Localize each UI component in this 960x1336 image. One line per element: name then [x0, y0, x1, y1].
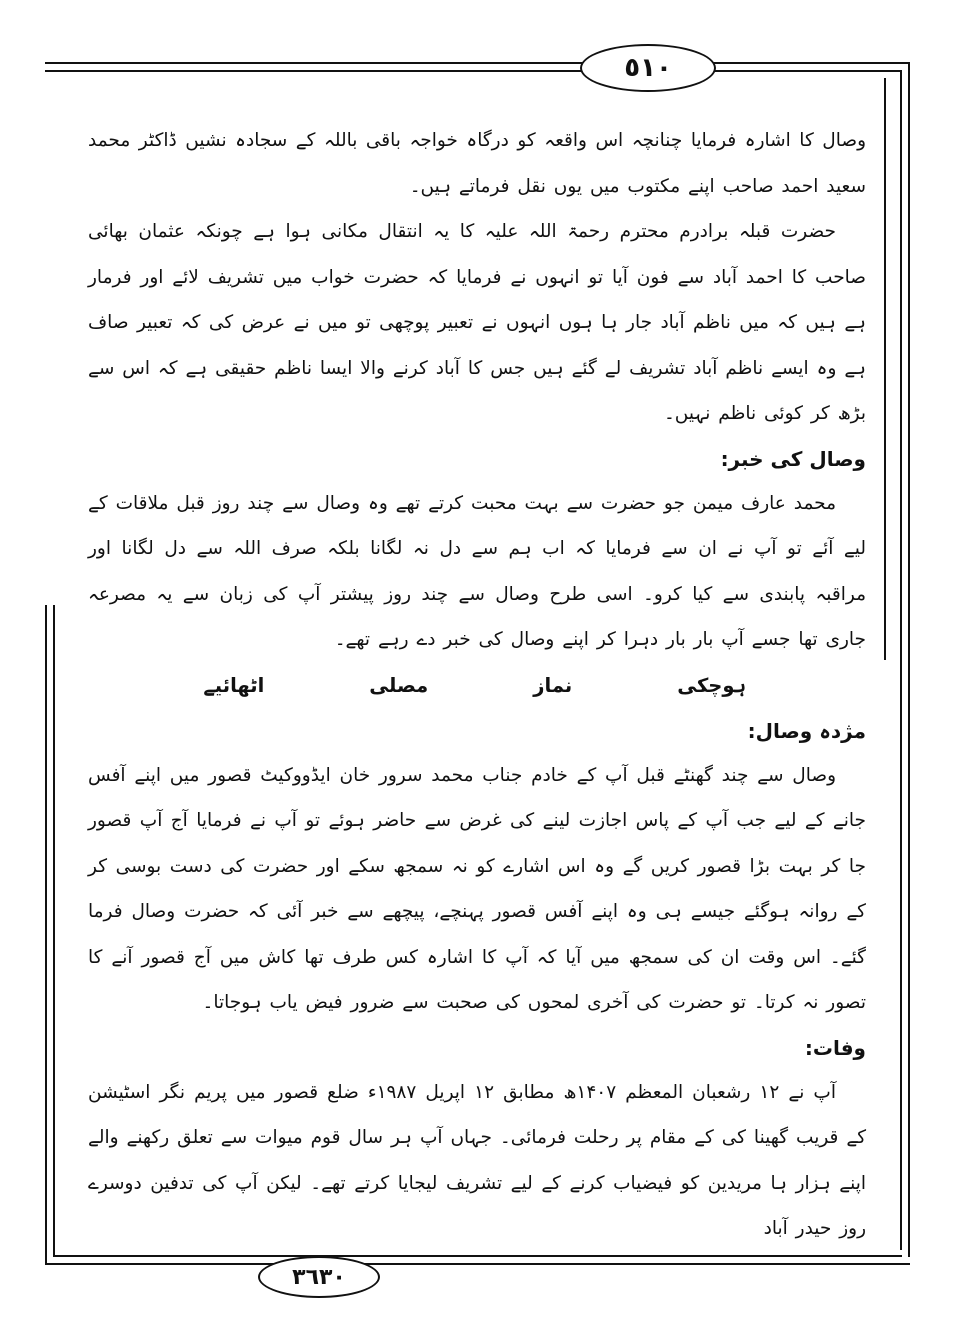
frame-top-line-2 [45, 70, 902, 72]
frame-left-line-2 [53, 605, 55, 1257]
frame-right-inner-line [884, 78, 886, 660]
page-body [88, 118, 866, 1252]
frame-bottom-line-1 [45, 1263, 910, 1265]
frame-left-line-1 [45, 605, 47, 1265]
heading-wafat: وفات: [804, 1035, 866, 1060]
frame-right-line-1 [908, 62, 910, 1257]
verse-word: مصلی [369, 673, 429, 697]
frame-top-line-1 [45, 62, 910, 64]
paragraph-4: وصال سے چند گھنٹے قبل آپ کے خادم جناب محمد سرور خان ایڈووکیٹ قصور میں اپنے آفس جانے کے لیے جب آپ کے پاس اجازت لینے کی غرض سے حاضر ہوئے تو آپ نے فرمایا آج آپ قصور جا کر بہت بڑا قصور کریں گے وہ اس اشارے کو نہ سمجھ سکے اور حضرت کی دست بوسی کر کے روانہ ہوگئے جیسے ہی وہ اپنے آفس قصور پہنچے، پیچھے سے خبر آئی کہ حضرت وصال فرما گئے۔ اس وقت ان کی سمجھ میں آیا کہ آپ کا اشارہ کس طرف تھا کاش میں آج قصور آنے کا تصور نہ کرتا۔ تو حضرت کی آخری لمحوں کی صحبت سے ضرور فیض یاب ہوجاتا۔ [88, 764, 866, 1013]
paragraph-3: محمد عارف میمن جو حضرت سے بہت محبت کرتے تھے وہ وصال سے چند روز قبل ملاقات کے لیے آئے تو آپ نے ان سے فرمایا کہ اب ہم سے دل نہ لگانا بلکہ صرف اللہ سے دل لگانا اور مراقبہ پابندی سے کیا کرو۔ اسی طرح وصال سے چند روز پیشتر آپ کی زبان سے یہ مصرعہ جاری تھا جسے آپ بار بار دہرا کر اپنے وصال کی خبر دے رہے تھے۔ [88, 492, 866, 650]
verse-word: اٹھائیے [203, 673, 265, 697]
bottom-page-number: ٣٦٣٠ [258, 1256, 380, 1298]
top-page-number: ٥١٠ [580, 44, 716, 92]
heading-muzhda-e-wisal: مژدہ وصال: [747, 718, 866, 743]
paragraph-1: وصال کا اشارہ فرمایا چنانچہ اس واقعہ کو درگاہ خواجہ باقی باللہ کے سجادہ نشیں ڈاکٹر محمد سعید احمد صاحب اپنے مکتوب میں یوں نقل فرماتے ہیں۔ [88, 130, 866, 197]
verse-word: ہوچکی [677, 673, 746, 697]
paragraph-5: آپ نے ۱۲ رشعبان المعظم ۱۴۰۷ھ مطابق ۱۲ اپریل ۱۹۸۷ء ضلع قصور میں پریم نگر اسٹیشن کے قریب گھینا کی کے مقام پر رحلت فرمائی۔ جہاں آپ ہر سال قوم میوات سے تعلق رکھنے والے اپنے ہزار ہا مریدین کو فیضیاب کرنے کے لیے تشریف لیجایا کرتے تھے۔ لیکن آپ کی تدفین دوسرے روز حیدر آباد [88, 1081, 866, 1239]
paragraph-2: حضرت قبلہ برادرم محترم رحمۃ اللہ علیہ کا یہ انتقال مکانی ہوا ہے چونکہ عثمان بھائی صاحب کا احمد آباد سے فون آیا تو انہوں نے فرمایا کہ حضرت خواب میں تشریف لائے اور فرمار ہے ہیں کہ میں ناظم آباد جار ہا ہوں انہوں نے تعبیر پوچھی تو میں نے عرض کی کہ تعبیر صاف ہے وہ ایسے ناظم آباد تشریف لے گئے ہیں جس کا آباد کرنے والا ایسا ناظم حقیقی ہے کہ اس سے بڑھ کر کوئی ناظم نہیں۔ [88, 221, 866, 424]
verse-line [88, 663, 866, 709]
heading-wisal-ki-khabar: وصال کی خبر: [720, 446, 866, 471]
frame-right-line-2 [900, 70, 902, 1250]
verse-word: نماز [533, 673, 573, 697]
frame-bottom-line-2 [53, 1255, 902, 1257]
